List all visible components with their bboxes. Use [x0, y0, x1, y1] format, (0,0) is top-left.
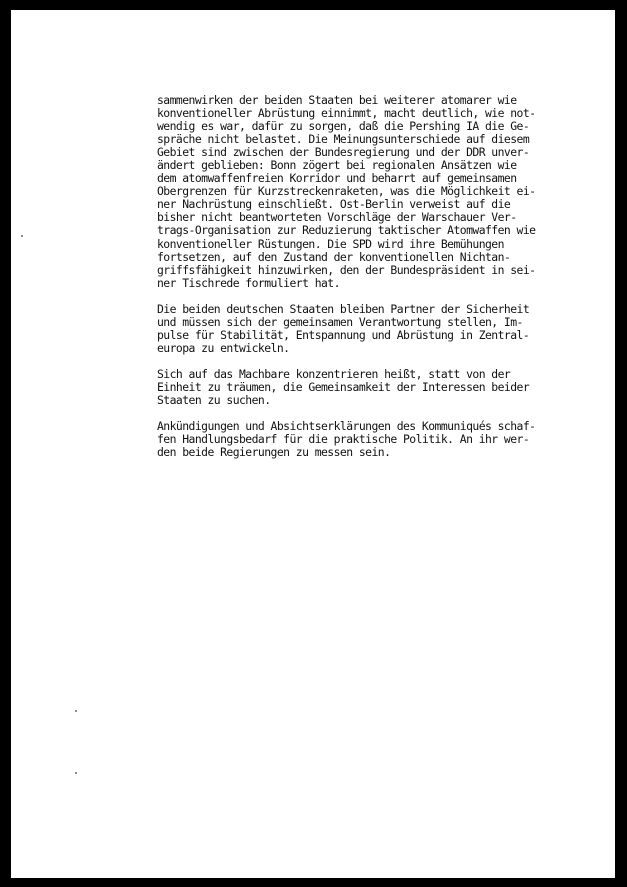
text-line: Einheit zu träumen, die Gemeinsamkeit der Interessen beider [157, 379, 530, 394]
text-line: dem atomwaffenfreien Korridor und beharrt auf gemeinsamen [157, 171, 517, 186]
text-line: Staaten zu suchen. [157, 392, 271, 407]
text-line: Sich auf das Machbare konzentrieren heißt, statt von der [157, 366, 511, 381]
text-line: wendig es war, dafür zu sorgen, daß die Pershing IA die Ge- [157, 119, 530, 134]
text-line: konventioneller Rüstungen. Die SPD wird ihre Bemühungen [157, 236, 504, 251]
text-line: pulse für Stabilität, Entspannung und Abrüstung in Zentral- [157, 327, 530, 342]
text-line: Die beiden deutschen Staaten bleiben Partner der Sicherheit [157, 301, 530, 316]
document-page [11, 10, 615, 878]
text-line: Gebiet sind zwischen der Bundesregierung und der DDR unver- [157, 145, 530, 160]
scan-speck [75, 710, 77, 712]
text-line: europa zu entwickeln. [157, 340, 290, 355]
text-line: und müssen sich der gemeinsamen Verantwortung stellen, Im- [157, 314, 523, 329]
scan-speck [75, 772, 77, 774]
text-line: fen Handlungsbedarf für die praktische Politik. An ihr wer- [157, 432, 530, 447]
text-line: sammenwirken der beiden Staaten bei weiterer atomarer wie [157, 93, 517, 107]
paragraph-3 [157, 368, 597, 407]
text-line: fortsetzen, auf den Zustand der konventionellen Nichtan- [157, 249, 511, 264]
scan-speck [21, 235, 23, 237]
text-line: spräche nicht belastet. Die Meinungsunterschiede auf diesem [157, 132, 530, 147]
text-line: Ankündigungen und Absichtserklärungen des Kommuniqués schaf- [157, 419, 536, 434]
text-line: ner Tischrede formuliert hat. [157, 275, 340, 290]
text-line: Obergrenzen für Kurzstreckenraketen, was die Möglichkeit ei- [157, 184, 536, 199]
text-line: bisher nicht beantworteten Vorschläge der Warschauer Ver- [157, 210, 517, 225]
body-text [157, 94, 597, 472]
text-line: den beide Regierungen zu messen sein. [157, 445, 391, 460]
text-line: ner Nachrüstung einschließt. Ost-Berlin verweist auf die [157, 197, 511, 212]
text-line: griffsfähigkeit hinzuwirken, den der Bundespräsident in sei- [157, 262, 536, 277]
paragraph-2 [157, 303, 597, 355]
text-line: trags-Organisation zur Reduzierung taktischer Atomwaffen wie [157, 223, 536, 238]
paragraph-1 [157, 94, 597, 290]
text-line: konventioneller Abrüstung einnimmt, macht deutlich, wie not- [157, 106, 536, 121]
paragraph-4 [157, 420, 597, 459]
text-line: ändert geblieben: Bonn zögert bei regionalen Ansätzen wie [157, 158, 517, 173]
